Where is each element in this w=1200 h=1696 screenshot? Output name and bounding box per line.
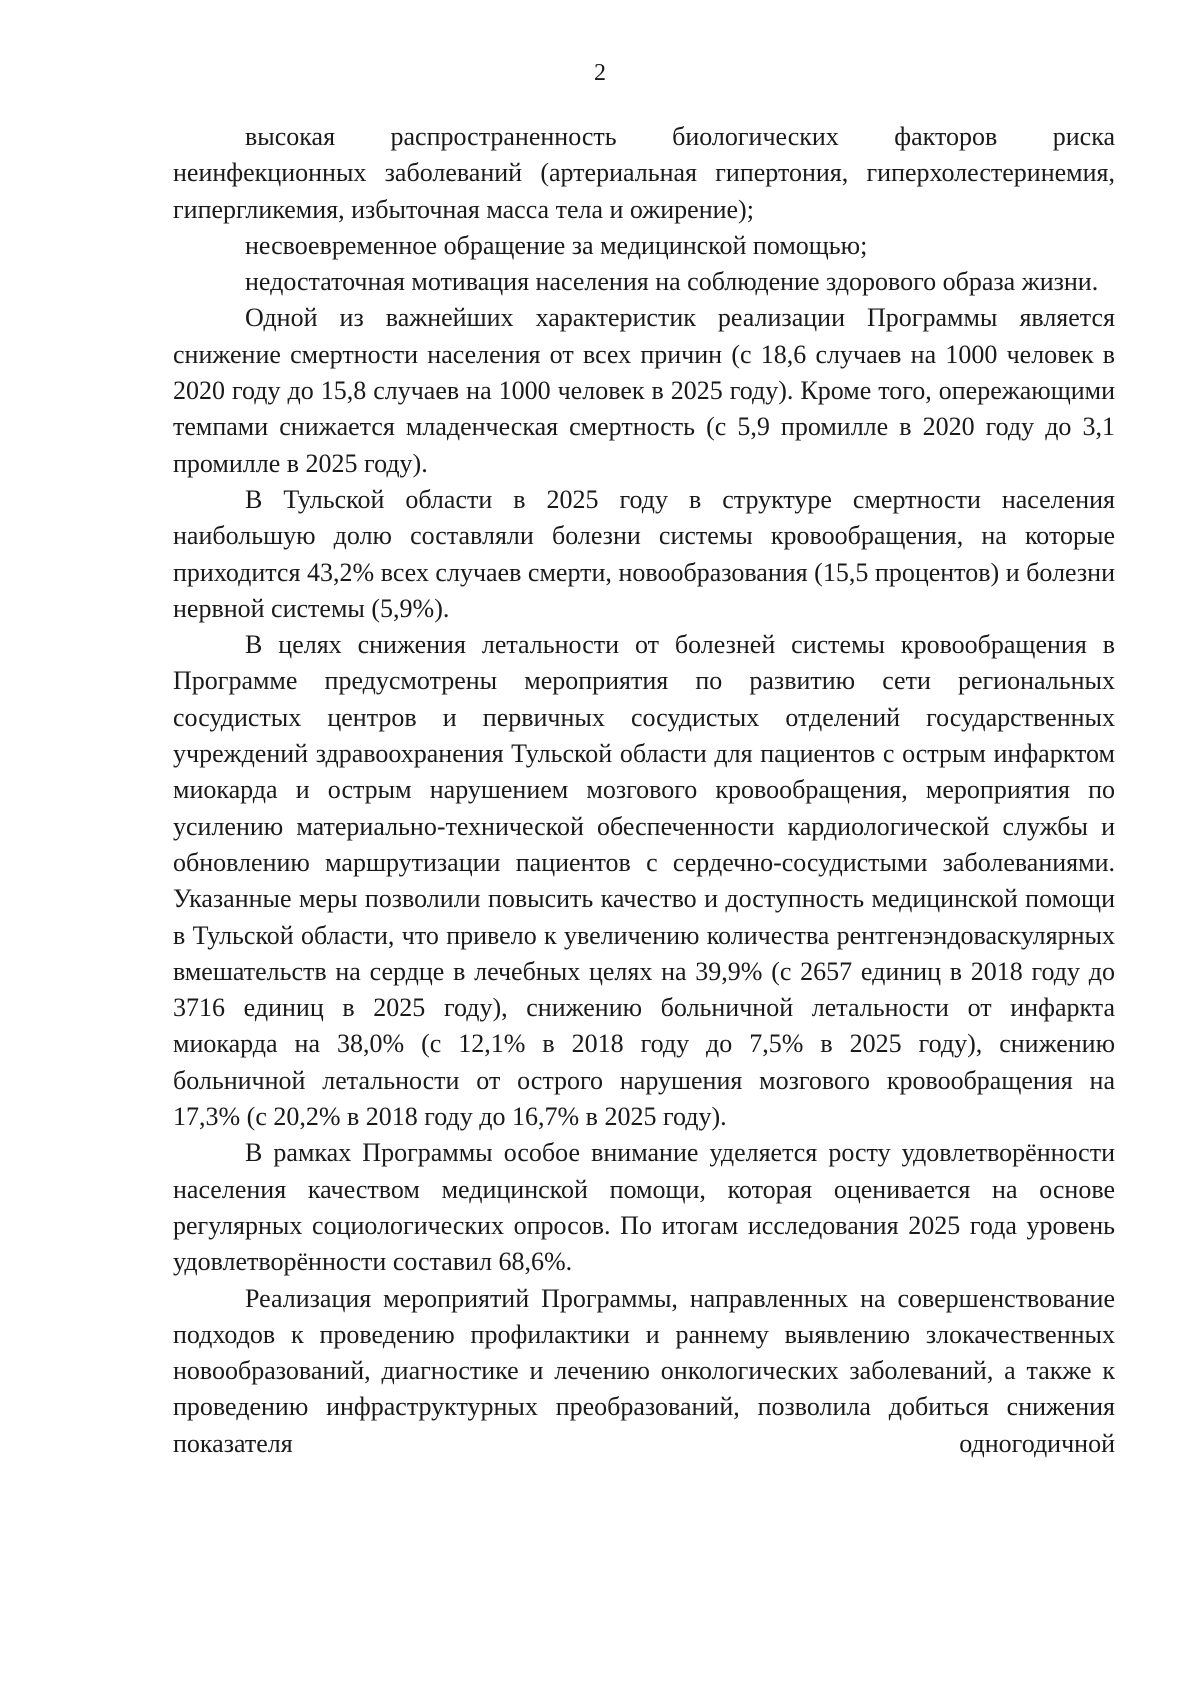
paragraph-cardiovascular: В целях снижения летальности от болезней системы кровообращения в Программе предусмотрены мероприятия по развитию сети региональных сосудистых центров и первичных сосудистых отделений государственных учреждений здравоохранения Тульской области для пациентов с острым инфарктом миокарда и острым нарушением мозгового кровообращения, мероприятия по усилению материально-технической обеспеченности кардиологической службы и обновлению маршрутизации пациентов с сердечно-сосудистыми заболеваниями. Указанные меры позволили повысить качество и доступность медицинской помощи в Тульской области, что привело к увеличению количества рентгенэндоваскулярных вмешательств на сердце в лечебных целях на 39,9% (с 2657 единиц в 2018 году до 3716 единиц в 2025 году), снижению больничной летальности от инфаркта миокарда на 38,0% (с 12,1% в 2018 году до 7,5% в 2025 году), снижению больничной летальности от острого нарушения мозгового кровообращения на 17,3% (с 20,2% в 2018 году до 16,7% в 2025 году). <box>173 630 1115 1132</box>
paragraph-risk-factors: высокая распространенность биологических факторов риска неинфекционных заболеваний (артериальная гипертония, гиперхолестеринемия, гипергликемия, избыточная масса тела и ожирение); <box>173 122 1115 224</box>
paragraph-motivation: недостаточная мотивация населения на соблюдение здорового образа жизни. <box>245 267 1099 297</box>
paragraph-mortality-structure: В Тульской области в 2025 году в структуре смертности населения наибольшую долю составляли болезни системы кровообращения, на которые приходится 43,2% всех случаев смерти, новообразования (15,5 процентов) и болезни нервной системы (5,9%). <box>173 484 1115 623</box>
page-number: 2 <box>594 60 606 86</box>
paragraph-oncology: Реализация мероприятий Программы, направленных на совершенствование подходов к проведению профилактики и раннему выявлению злокачественных новообразований, диагностике и лечению онкологических заболеваний, а также к проведению инфраструктурных преобразований, позволила добиться снижения показателя одногодичной <box>173 1283 1115 1458</box>
paragraph-mortality: Одной из важнейших характеристик реализации Программы является снижение смертности населения от всех причин (с 18,6 случаев на 1000 человек в 2020 году до 15,8 случаев на 1000 человек в 2025 году). Кроме того, опережающими темпами снижается младенческая смертность (с 5,9 промилле в 2020 году до 3,1 промилле в 2025 году). <box>173 303 1115 478</box>
paragraph-satisfaction: В рамках Программы особое внимание уделяется росту удовлетворённости населения качеством медицинской помощи, которая оценивается на основе регулярных социологических опросов. По итогам исследования 2025 года уровень удовлетворённости составил 68,6%. <box>173 1138 1115 1277</box>
paragraph-late-treatment: несвоевременное обращение за медицинской помощью; <box>245 230 868 260</box>
document-body <box>173 119 1115 1462</box>
